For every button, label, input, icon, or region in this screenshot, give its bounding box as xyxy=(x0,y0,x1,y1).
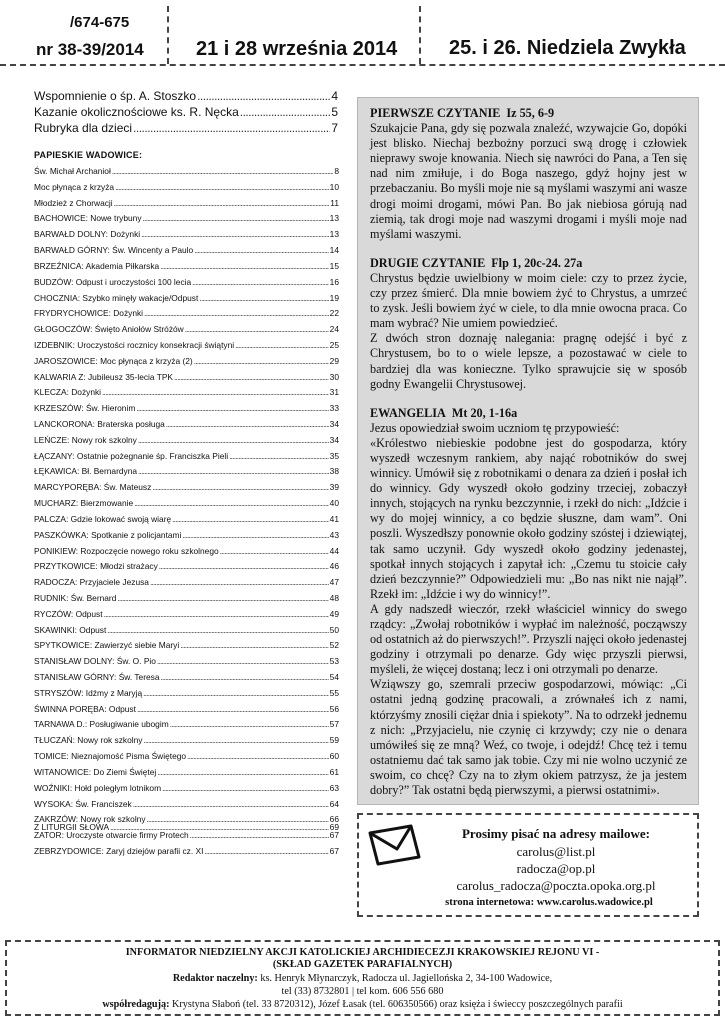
toc-entry-title: SKAWINKI: Odpust xyxy=(34,624,107,635)
gospel-title: EWANGELIA xyxy=(370,405,446,420)
toc-entry[interactable] xyxy=(34,196,339,212)
masthead xyxy=(0,0,725,66)
editor-text: ks. Henryk Młynarczyk, Radocza ul. Jagiellońska 2, 34-100 Wadowice, xyxy=(257,973,553,984)
toc-entry-title: MARCYPORĘBA: Św. Mateusz xyxy=(34,482,152,493)
first-reading-heading xyxy=(370,106,687,121)
toc-entry[interactable] xyxy=(34,496,339,512)
toc-entry-title: Młodzież z Chorwacji xyxy=(34,197,113,208)
editor-label: Redaktor naczelny: xyxy=(172,973,258,984)
toc-leader-dots xyxy=(159,559,329,575)
toc-entry[interactable] xyxy=(34,528,339,544)
toc-leader-dots xyxy=(170,717,329,733)
toc-leader-dots xyxy=(133,120,330,136)
toc-entry-title: RUDNIK: Św. Bernard xyxy=(34,592,117,603)
toc-entry-title: MUCHARZ: Bierzmowanie xyxy=(34,498,134,509)
toc-leader-dots xyxy=(138,433,329,449)
coeditors-text: Krystyna Słaboń (tel. 33 8720312), Józef Łasak (tel. 606350566) oraz księża i świeccy poszczególnych parafii xyxy=(169,999,623,1010)
toc-entry-title: WITANOWICE: Do Ziemi Świętej xyxy=(34,766,157,777)
toc-leader-dots xyxy=(194,243,328,259)
publisher-line: (SKŁAD GAZETEK PARAFIALNYCH) xyxy=(272,959,453,970)
gospel-heading xyxy=(370,406,687,421)
issue-dual-number: nr 38-39/2014 xyxy=(36,40,144,59)
publisher-footer xyxy=(5,940,720,1016)
editor-line xyxy=(7,972,718,985)
toc-entry-page: 41 xyxy=(329,513,339,524)
second-reading-text: Z dwóch stron doznaję nalegania: pragnę odejść i być z Chrystusem, bo to o wiele lepsze, a pozostawać w ciele to bardziej dla was konieczne. Tylko sprawujcie się w sposób godny Ewangelii Chrystusowej. xyxy=(370,331,687,391)
toc-entry[interactable] xyxy=(34,338,339,354)
toc-leader-dots xyxy=(107,623,328,639)
first-reading-text: Szukajcie Pana, gdy się pozwala znaleźć, wzywajcie Go, dopóki jest blisko. Niechaj bezbożny porzuci swą drogę i człowiek nieprawy swoje knowania. Niech się nawróci do Pana, a Ten się nad nim zmiłuje, i do Boga naszego, gdyż hojny jest w przebaczaniu. Bo myśli moje nie są myślami waszymi ani wasze drogi moimi drogami, mówi Pan. Bo jak niebiosa górują nad ziemią, tak drogi moje nad waszymi drogami i myśli moje nad myślami waszymi. xyxy=(370,121,687,241)
toc-entry-page: 56 xyxy=(329,703,339,714)
toc-entry-page: 24 xyxy=(329,324,339,335)
toc-entry[interactable] xyxy=(34,717,339,733)
toc-entry-page: 52 xyxy=(329,640,339,651)
toc-entry[interactable] xyxy=(34,433,339,449)
toc-leader-dots xyxy=(187,749,329,765)
toc-leader-dots xyxy=(110,820,329,835)
second-reading-heading xyxy=(370,256,687,271)
toc-entry-page: 29 xyxy=(329,355,339,366)
toc-leader-dots xyxy=(136,401,328,417)
toc-entry[interactable] xyxy=(34,88,338,104)
toc-leader-dots xyxy=(157,654,329,670)
toc-entry-page: 16 xyxy=(329,276,339,287)
toc-leader-dots xyxy=(144,306,329,322)
toc-entry-page: 39 xyxy=(329,482,339,493)
toc-entry-page: 55 xyxy=(329,687,339,698)
toc-entry-page: 5 xyxy=(331,105,338,119)
toc-entry[interactable] xyxy=(34,559,339,575)
toc-leader-dots xyxy=(162,781,329,797)
gospel-text: Jezus opowiedział swoim uczniom tę przypowieść: xyxy=(370,420,620,435)
toc-entry-title: FRYDRYCHOWICE: Dożynki xyxy=(34,308,144,319)
toc-entry-page: 63 xyxy=(329,782,339,793)
toc-entry[interactable] xyxy=(34,243,339,259)
toc-leader-dots xyxy=(143,686,329,702)
toc-entry-title: CHOCZNIA: Szybko minęły wakacje/Odpust xyxy=(34,292,199,303)
toc-entry[interactable] xyxy=(34,781,339,797)
toc-entry[interactable] xyxy=(34,591,339,607)
toc-entry-title: WOŹNIKI: Hołd poległym lotnikom xyxy=(34,782,162,793)
toc-leader-dots xyxy=(240,104,331,120)
toc-leader-dots xyxy=(117,591,328,607)
toc-entry[interactable] xyxy=(34,449,339,465)
toc-leader-dots xyxy=(182,528,328,544)
toc-leader-dots xyxy=(235,338,329,354)
toc-entry-title: GŁOGOCZÓW: Święto Aniołów Stróżów xyxy=(34,324,184,335)
toc-entry-title: SPYTKOWICE: Zawierzyć siebie Maryi xyxy=(34,640,180,651)
toc-entry-page: 61 xyxy=(329,766,339,777)
toc-leader-dots xyxy=(152,480,328,496)
toc-entry-page: 64 xyxy=(329,798,339,809)
toc-leader-dots xyxy=(141,227,329,243)
toc-entry-page: 7 xyxy=(331,121,338,135)
toc-entry-page: 49 xyxy=(329,608,339,619)
contact-email[interactable]: carolus_radocza@poczta.opoka.org.pl xyxy=(456,878,656,893)
toc-entry-page: 35 xyxy=(329,450,339,461)
second-reading-title: DRUGIE CZYTANIE xyxy=(370,255,486,270)
toc-leader-dots xyxy=(112,164,334,180)
toc-entry[interactable] xyxy=(34,354,339,370)
toc-entry-page: 50 xyxy=(329,624,339,635)
toc-entry-title: ZATOR: Uroczyste otwarcie firmy Protech xyxy=(34,830,189,841)
phone-line: tel (33) 8732801 | tel kom. 606 556 680 xyxy=(281,986,444,997)
toc-leader-dots xyxy=(185,322,329,338)
toc-entry-page: 54 xyxy=(329,672,339,682)
toc-leader-dots xyxy=(220,544,329,560)
second-reading-ref: Flp 1, 20c-24. 27a xyxy=(491,255,583,270)
header-divider xyxy=(167,6,169,64)
toc-leader-dots xyxy=(104,607,329,623)
toc-entry[interactable] xyxy=(34,180,339,196)
toc-entry-title: ŁĘKAWICA: Bł. Bernardyna xyxy=(34,466,138,477)
toc-entry-title: Wspomnienie o śp. A. Stoszko xyxy=(34,89,197,103)
header-divider xyxy=(419,6,421,64)
toc-entry-page: 10 xyxy=(329,181,339,192)
contact-email[interactable]: carolus@list.pl xyxy=(516,844,596,859)
toc-entry-title: ŁĄCZANY: Ostatnie pożegnanie śp. Franciszka Pieli xyxy=(34,450,229,461)
toc-entry-page: 67 xyxy=(329,845,339,856)
toc-entry[interactable] xyxy=(34,702,339,718)
contact-box xyxy=(357,813,699,917)
toc-entry-title: ZAKRZÓW: Nowy rok szkolny xyxy=(34,814,146,825)
toc-section-title: PAPIESKIE WADOWICE: xyxy=(34,150,143,160)
toc-entry[interactable] xyxy=(34,164,339,180)
website-link[interactable]: strona internetowa: www.carolus.wadowice.pl xyxy=(445,897,653,908)
toc-entry-page: 8 xyxy=(334,166,339,176)
publisher-line: INFORMATOR NIEDZIELNY AKCJI KATOLICKIEJ ARCHIDIECEZJI KRAKOWSKIEJ REJONU VI - xyxy=(125,947,600,958)
toc-entry[interactable] xyxy=(34,370,339,386)
toc-entry-page: 33 xyxy=(329,403,339,414)
toc-leader-dots xyxy=(157,765,328,781)
toc-entry-page: 57 xyxy=(329,719,339,730)
toc-entry[interactable] xyxy=(34,765,339,781)
toc-entry-title: TOMICE: Nieznajomość Pisma Świętego xyxy=(34,751,187,762)
gospel-text: Wziąwszy go, szemrali przeciw gospodarzowi, mówiąc: „Ci ostatni jedną godzinę pracowali, a zrównałeś ich z nami, którzyśmy znosili ciężar dnia i spiekoty”. Na to odrzekł jednemu z nich: „Przyjacielu, nie czynię ci krzywdy; czy nie o denara umówiłeś się ze mną? Weź, co twoje, i odejdź! Chcę też i temu ostatniemu dać tak samo jak tobie. Czy mi nie wolno uczynić ze swoim, co chcę? Czy na to złym okiem patrzysz, że ja jestem dobry?” Tak ostatni będą pierwszymi, a pierwsi ostatnimi». xyxy=(370,677,687,798)
toc-entry-title: Św. Michał Archanioł xyxy=(34,166,111,176)
toc-entry-page: 44 xyxy=(329,545,339,556)
toc-entry-page: 22 xyxy=(329,308,339,319)
gospel-text: «Królestwo niebieskie podobne jest do gospodarza, który wyszedł wczesnym rankiem, aby nająć robotników do swej winnicy. Umówił się z robotnikami o denara za dzień i posłał ich do winnicy. Gdy wyszedł około godziny trzeciej, zobaczył innych, stojących na rynku bezczynnie, i rzekł do nich: „Idźcie i wy do mojej winnicy, a co będzie słuszne, dam wam”. Oni poszli. Wyszedłszy ponownie około godziny szóstej i dziewiątej, tak samo uczynił. Gdy wyszedł około godziny jedenastej, spotkał innych stojących i zapytał ich: „Czemu tu stoicie cały dzień bezczynnie?” Odpowiedzieli mu: „Bo nas nikt nie najął”. Rzekł im: „Idźcie i wy do winnicy!”. xyxy=(370,435,687,601)
toc-entry[interactable] xyxy=(34,417,339,433)
toc-entry[interactable] xyxy=(34,654,339,670)
toc-entry-title: RYCZÓW: Odpust xyxy=(34,608,103,619)
toc-leader-dots xyxy=(229,449,329,465)
toc-leader-dots xyxy=(172,512,329,528)
toc-entry-title: TŁUCZAŃ: Nowy rok szkolny xyxy=(34,735,143,746)
toc-leader-dots xyxy=(143,211,329,227)
toc-entry-title: PALCZA: Gdzie lokować swoją wiarę xyxy=(34,513,172,524)
toc-entry-page: 34 xyxy=(329,434,339,445)
liturgical-sunday: 25. i 26. Niedziela Zwykła xyxy=(449,37,686,59)
toc-entry-page: 67 xyxy=(329,830,339,841)
toc-entry[interactable] xyxy=(34,291,339,307)
toc-entry[interactable] xyxy=(34,733,339,749)
toc-entry-page: 53 xyxy=(329,656,339,667)
toc-entry-title: RADOCZA: Przyjaciele Jezusa xyxy=(34,577,149,588)
toc-entry-title: KLECZA: Dożynki xyxy=(34,387,102,398)
toc-entry[interactable] xyxy=(34,670,339,686)
toc-entry[interactable] xyxy=(34,797,339,813)
toc-leader-dots xyxy=(143,733,328,749)
toc-parishes-list xyxy=(34,164,339,860)
first-reading-title: PIERWSZE CZYTANIE xyxy=(370,106,501,120)
toc-entry-title: ŚWINNA PORĘBA: Odpust xyxy=(34,703,136,714)
issue-number: /674-675 xyxy=(70,14,130,31)
toc-liturgy xyxy=(34,820,339,835)
toc-entry-page: 40 xyxy=(329,498,339,509)
coeditors-line xyxy=(7,998,718,1011)
toc-entry[interactable] xyxy=(34,211,339,227)
toc-entry[interactable] xyxy=(34,512,339,528)
toc-entry-title: ZEBRZYDOWICE: Zaryj dziejów parafii cz. XI xyxy=(34,845,204,856)
toc-leader-dots xyxy=(199,291,328,307)
toc-entry-title: Kazanie okolicznościowe ks. R. Nęcka xyxy=(34,105,239,119)
toc-entry-title: BACHOWICE: Nowe trybuny xyxy=(34,213,142,224)
toc-entry[interactable] xyxy=(34,544,339,560)
toc-entry[interactable] xyxy=(34,575,339,591)
toc-entry-page: 34 xyxy=(329,419,339,429)
toc-entry-page: 48 xyxy=(329,592,339,603)
toc-entry-title: STANISŁAW DOLNY: Św. O. Pio xyxy=(34,656,156,667)
toc-entry[interactable] xyxy=(34,607,339,623)
toc-entry[interactable] xyxy=(34,686,339,702)
toc-entry-page: 11 xyxy=(330,197,339,208)
toc-entry-title: Moc płynąca z krzyża xyxy=(34,181,115,192)
toc-leader-dots xyxy=(192,275,329,291)
toc-leader-dots xyxy=(194,354,329,370)
contact-title: Prosimy pisać na adresy mailowe: xyxy=(461,826,650,841)
toc-entry-title: BARWAŁD DOLNY: Dożynki xyxy=(34,229,141,240)
toc-leader-dots xyxy=(150,575,329,591)
coeditors-label: współredagują: xyxy=(102,999,170,1010)
toc-leader-dots xyxy=(197,88,330,104)
issue-date: 21 i 28 września 2014 xyxy=(196,38,398,60)
toc-entry[interactable] xyxy=(34,844,339,860)
toc-leader-dots xyxy=(161,670,329,686)
toc-leader-dots xyxy=(160,259,328,275)
toc-entry-page: 31 xyxy=(329,387,339,398)
toc-entry-title: Rubryka dla dzieci xyxy=(34,121,133,135)
toc-entry[interactable] xyxy=(34,104,338,120)
toc-entry[interactable] xyxy=(34,227,339,243)
toc-leader-dots xyxy=(180,638,328,654)
toc-entry-page: 14 xyxy=(329,245,339,256)
toc-main xyxy=(34,88,338,136)
first-reading-ref: Iz 55, 6-9 xyxy=(506,106,555,120)
toc-entry-title: LANCKORONA: Braterska posługa xyxy=(34,419,165,429)
gospel-ref: Mt 20, 1-16a xyxy=(451,405,518,420)
toc-entry-title: KALWARIA Z: Jubileusz 35-lecia TPK xyxy=(34,371,174,382)
toc-entry-title: LEŃCZE: Nowy rok szkolny xyxy=(34,434,137,445)
toc-entry[interactable] xyxy=(34,480,339,496)
toc-leader-dots xyxy=(137,702,329,718)
toc-entry[interactable] xyxy=(34,638,339,654)
toc-entry-page: 69 xyxy=(329,822,339,832)
toc-entry-title: BRZEŹNICA: Akademia Piłkarska xyxy=(34,260,160,271)
toc-leader-dots xyxy=(134,496,329,512)
toc-entry-page: 59 xyxy=(329,735,339,746)
toc-entry-page: 13 xyxy=(329,213,339,224)
toc-entry[interactable] xyxy=(34,820,339,835)
toc-entry-page: 4 xyxy=(331,89,338,103)
toc-entry-page: 19 xyxy=(329,292,339,303)
toc-entry-title: STANISŁAW GÓRNY: Św. Teresa xyxy=(34,672,160,682)
toc-entry-page: 30 xyxy=(329,371,339,382)
toc-entry-page: 43 xyxy=(329,529,339,540)
contact-email[interactable]: radocza@op.pl xyxy=(516,861,596,876)
toc-entry[interactable] xyxy=(34,385,339,401)
toc-entry-page: 66 xyxy=(329,814,339,825)
toc-entry-title: BARWAŁD GÓRNY: Św. Wincenty a Paulo xyxy=(34,245,194,256)
toc-entry-page: 15 xyxy=(329,260,339,271)
toc-leader-dots xyxy=(114,196,330,212)
toc-entry-page: 25 xyxy=(329,339,339,350)
toc-entry-title: TARNAWA D.: Posługiwanie ubogim xyxy=(34,719,169,730)
toc-entry-title: BUDZÓW: Odpust i uroczystości 100 lecia xyxy=(34,276,192,287)
toc-leader-dots xyxy=(138,464,329,480)
toc-entry-page: 13 xyxy=(329,229,339,240)
toc-entry-title: PRZYTKOWICE: Młodzi strażacy xyxy=(34,561,158,572)
toc-leader-dots xyxy=(115,180,329,196)
toc-entry-title: IZDEBNIK: Uroczystości rocznicy konsekracji świątyni xyxy=(34,339,235,350)
toc-entry-page: 60 xyxy=(329,751,339,762)
toc-entry[interactable] xyxy=(34,749,339,765)
second-reading-text: Chrystus będzie uwielbiony w moim ciele: czy to przez życie, czy przez śmierć. Dla mnie bowiem żyć to Chrystus, a umrzeć to zysk. Jeśli bowiem żyć w ciele, to dla mnie owocna praca. Co mam wybrać? Nie umiem powiedzieć. xyxy=(370,270,687,331)
toc-entry-title: PONIKIEW: Rozpoczęcie nowego roku szkolnego xyxy=(34,545,219,556)
toc-entry-title: KRZESZÓW: Św. Hieronim xyxy=(34,403,136,414)
toc-entry-title: STRYSZÓW: Idźmy z Maryją xyxy=(34,687,143,698)
toc-entry[interactable] xyxy=(34,275,339,291)
toc-entry[interactable] xyxy=(34,464,339,480)
toc-entry[interactable] xyxy=(34,306,339,322)
toc-entry-page: 46 xyxy=(329,561,339,572)
toc-leader-dots xyxy=(204,844,328,860)
toc-entry-page: 47 xyxy=(329,577,339,588)
toc-entry-title: JAROSZOWICE: Moc płynąca z krzyża (2) xyxy=(34,355,193,366)
toc-entry[interactable] xyxy=(34,322,339,338)
toc-entry-title: Z LITURGII SŁOWA xyxy=(34,822,110,832)
readings-box xyxy=(357,97,699,805)
toc-entry-page: 38 xyxy=(329,466,339,477)
toc-entry[interactable] xyxy=(34,401,339,417)
toc-leader-dots xyxy=(174,370,329,386)
toc-entry[interactable] xyxy=(34,259,339,275)
gospel-text: A gdy nadszedł wieczór, rzekł właściciel winnicy do swego rządcy: „Zwołaj robotników i wypłać im należność, począwszy od ostatnich aż do pierwszych!”. Przyszli najęci około jedenastej godziny i otrzymali po denarze. Gdy więc przyszli pierwsi, myśleli, że więcej dostaną; lecz i oni otrzymali po denarze. xyxy=(370,601,687,677)
toc-entry[interactable] xyxy=(34,120,338,136)
toc-entry[interactable] xyxy=(34,623,339,639)
toc-leader-dots xyxy=(133,797,329,813)
envelope-icon xyxy=(367,823,423,867)
toc-leader-dots xyxy=(102,385,329,401)
toc-entry-title: WYSOKA: Św. Franciszek xyxy=(34,798,132,809)
toc-leader-dots xyxy=(166,417,329,433)
toc-entry-title: PASZKÓWKA: Spotkanie z policjantami xyxy=(34,529,182,540)
